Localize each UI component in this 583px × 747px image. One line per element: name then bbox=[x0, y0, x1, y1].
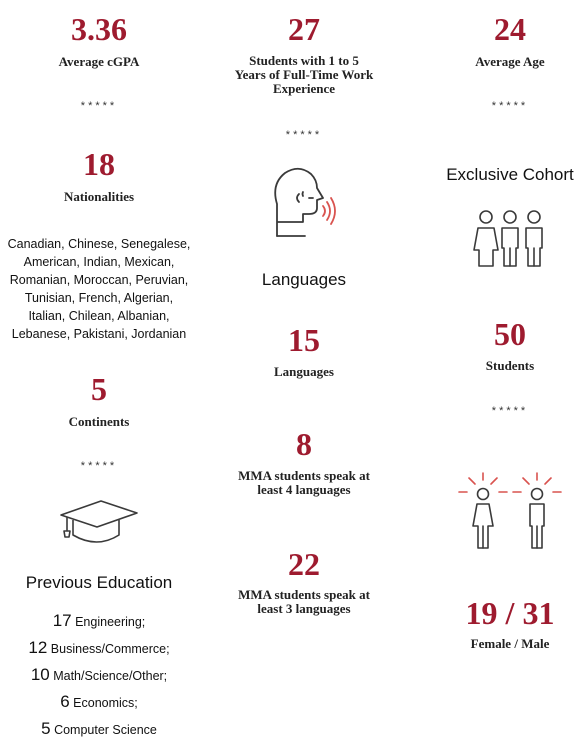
divider-stars: ***** bbox=[491, 405, 529, 417]
four-languages-value: 8 bbox=[296, 426, 312, 462]
education-field: Computer Science bbox=[54, 723, 157, 737]
education-item bbox=[2, 612, 196, 639]
nationality-line: Romanian, Moroccan, Peruvian, bbox=[9, 273, 189, 287]
education-field: Business/Commerce; bbox=[50, 642, 170, 656]
divider-stars: ***** bbox=[285, 129, 323, 141]
experience-label-line: Experience bbox=[272, 81, 336, 96]
students-value: 50 bbox=[494, 316, 526, 352]
nationality-line: Lebanese, Pakistani, Jordanian bbox=[11, 327, 187, 341]
education-item bbox=[2, 720, 196, 747]
education-count: 6 bbox=[60, 692, 70, 711]
education-item bbox=[2, 639, 196, 666]
divider-stars: ***** bbox=[80, 100, 118, 112]
age-value: 24 bbox=[494, 11, 526, 47]
three-languages-label-line: least 3 languages bbox=[257, 601, 351, 616]
female-male-icon bbox=[413, 470, 583, 554]
experience-label-line: Students with 1 to 5 bbox=[249, 53, 359, 68]
three-languages-label bbox=[207, 588, 401, 616]
age-label: Average Age bbox=[475, 54, 545, 69]
speaking-head-icon bbox=[207, 164, 401, 240]
experience-label-line: Years of Full-Time Work bbox=[234, 67, 374, 82]
continents-value: 5 bbox=[91, 371, 107, 407]
students-label: Students bbox=[485, 358, 535, 373]
education-field: Engineering; bbox=[75, 615, 146, 629]
four-languages-label-line: least 4 languages bbox=[257, 482, 351, 497]
nationality-line: Canadian, Chinese, Senegalese, bbox=[7, 237, 191, 251]
gender-ratio-label: Female / Male bbox=[470, 636, 550, 651]
nationalities-value: 18 bbox=[83, 146, 115, 182]
experience-label bbox=[207, 54, 401, 96]
education-count: 12 bbox=[28, 638, 48, 657]
four-languages-label-line: MMA students speak at bbox=[238, 468, 370, 483]
gpa-value: 3.36 bbox=[71, 11, 127, 47]
education-list bbox=[2, 612, 196, 747]
nationalities-label: Nationalities bbox=[63, 189, 135, 204]
nationality-line: Tunisian, French, Algerian, bbox=[24, 291, 174, 305]
nationality-line: Italian, Chilean, Albanian, bbox=[28, 309, 170, 323]
divider-stars: ***** bbox=[491, 100, 529, 112]
experience-value: 27 bbox=[288, 11, 320, 47]
nationality-line: American, Indian, Mexican, bbox=[23, 255, 175, 269]
education-heading: Previous Education bbox=[25, 573, 173, 592]
languages-value: 15 bbox=[288, 322, 320, 358]
group-of-people-icon bbox=[413, 208, 583, 270]
education-count: 5 bbox=[41, 719, 51, 738]
three-languages-value: 22 bbox=[288, 546, 320, 582]
cohort-heading: Exclusive Cohort bbox=[446, 165, 574, 184]
graduation-cap-icon bbox=[2, 497, 196, 549]
education-field: Math/Science/Other; bbox=[53, 669, 168, 683]
nationality-list bbox=[2, 235, 196, 343]
divider-stars: ***** bbox=[80, 460, 118, 472]
three-languages-label-line: MMA students speak at bbox=[238, 587, 370, 602]
continents-label: Continents bbox=[68, 414, 130, 429]
education-count: 10 bbox=[30, 665, 50, 684]
education-item bbox=[2, 666, 196, 693]
education-field: Economics; bbox=[73, 696, 138, 710]
four-languages-label bbox=[207, 469, 401, 497]
education-item bbox=[2, 693, 196, 720]
gender-ratio-value: 19 / 31 bbox=[465, 595, 555, 631]
gpa-label: Average cGPA bbox=[58, 54, 140, 69]
education-count: 17 bbox=[52, 611, 72, 630]
languages-heading: Languages bbox=[261, 270, 347, 289]
languages-label: Languages bbox=[274, 364, 334, 379]
